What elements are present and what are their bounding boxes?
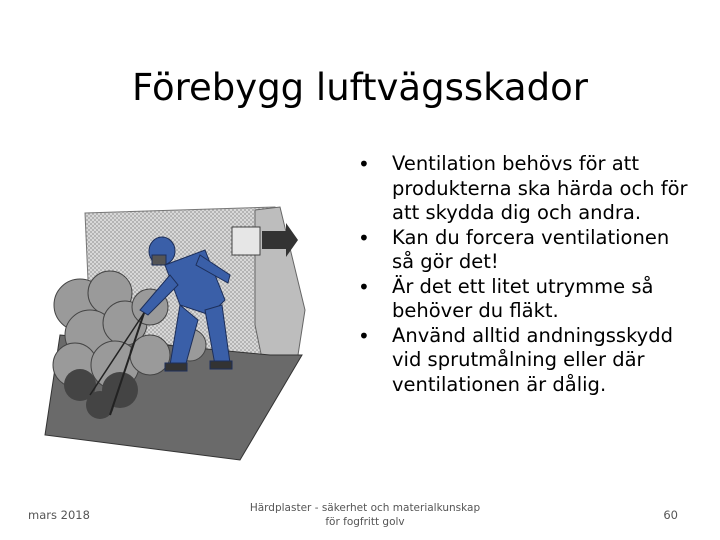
bullet-list	[352, 152, 692, 397]
bullet-item	[352, 226, 692, 275]
page-number: 60	[663, 508, 678, 522]
bullet-text: Ventilation behövs för att produkterna ska härda och för att skydda dig och andra.	[392, 152, 688, 224]
bullet-symbol: •	[358, 152, 370, 176]
footer-title	[240, 501, 490, 529]
footer-title-line1: Härdplaster - säkerhet och materialkunskap	[249, 502, 481, 514]
slide-title: Förebygg luftvägsskador	[132, 66, 588, 109]
footer-title-line2: för fogfritt golv	[325, 516, 405, 528]
footer-date: mars 2018	[28, 508, 90, 522]
bullet-text: Är det ett litet utrymme så behöver du fläkt.	[392, 274, 654, 322]
bullet-symbol: •	[358, 274, 370, 299]
worker-with-respirator-clipart	[40, 205, 320, 470]
bullet-symbol: •	[358, 225, 370, 250]
bullet-item	[352, 324, 692, 398]
bullet-symbol: •	[358, 323, 370, 348]
bullet-item	[352, 275, 692, 324]
bullet-text: Kan du forcera ventilationen så gör det!	[392, 225, 670, 273]
bullet-text: Använd alltid andningsskydd vid sprutmålning eller där ventilationen är dålig.	[392, 323, 673, 396]
bullet-item	[352, 152, 692, 226]
